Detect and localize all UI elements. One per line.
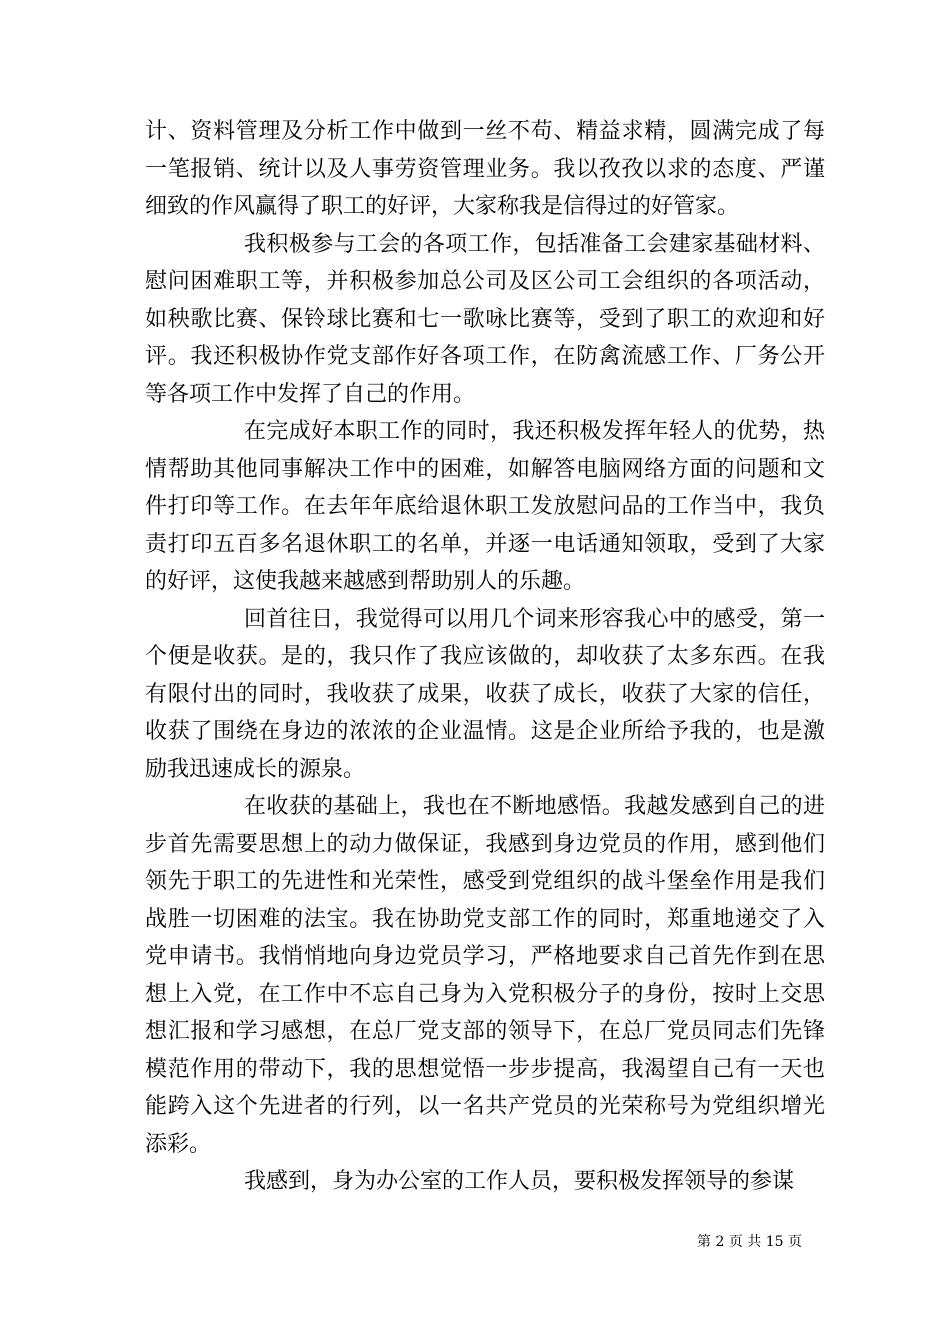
paragraph-helping-colleagues: 在完成好本职工作的同时，我还积极发挥年轻人的优势，热情帮助其他同事解决工作中的困难，如解答电脑网络方面的问题和文件打印等工作。在去年年底给退休职工发放慰问品的工作当中，我负责打印五百多名退休职工的名单，并逐一电话通知领取，受到了大家的好评，这使我越来越感到帮助别人的乐趣。 <box>145 419 825 594</box>
paragraph-union-work: 我积极参与工会的各项工作，包括准备工会建家基础材料、慰问困难职工等，并积极参加总公司及区公司工会组织的各项活动，如秧歌比赛、保铃球比赛和七一歌咏比赛等，受到了职工的欢迎和好评。我还积极协作党支部作好各项工作，在防禽流感工作、厂务公开等各项工作中发挥了自己的作用。 <box>145 231 825 407</box>
paragraph-office-role: 我感到，身为办公室的工作人员，要积极发挥领导的参谋 <box>244 1169 795 1194</box>
page-number-footer: 第 2 页 共 15 页 <box>697 1234 802 1250</box>
paragraph-reflection-harvest: 回首往日，我觉得可以用几个词来形容我心中的感受，第一个便是收获。是的，我只作了我应该做的，却收获了太多东西。在我有限付出的同时，我收获了成果，收获了成长，收获了大家的信任，收获了围绕在身边的浓浓的企业温情。这是企业所给予我的，也是激励我迅速成长的源泉。 <box>145 606 825 782</box>
document-body <box>145 113 825 1201</box>
paragraph-reflection-insight: 在收获的基础上，我也在不断地感悟。我越发感到自己的进步首先需要思想上的动力做保证，我感到身边党员的作用，感到他们领先于职工的先进性和光荣性，感受到党组织的战斗堡垒作用是我们战胜一切困难的法宝。我在协助党支部工作的同时，郑重地递交了入党申请书。我悄悄地向身边党员学习，严格地要求自己首先作到在思想上入党，在工作中不忘自己身为入党积极分子的身份，按时上交思想汇报和学习感想，在总厂党支部的领导下，在总厂党员同志们先锋模范作用的带动下，我的思想觉悟一步步提高，我渴望自己有一天也能跨入这个先进者的行列，以一名共产党员的光荣称号为党组织增光添彩。 <box>145 794 825 1157</box>
paragraph-continuation: 计、资料管理及分析工作中做到一丝不苟、精益求精，圆满完成了每一笔报销、统计以及人事劳资管理业务。我以孜孜以求的态度、严谨细致的作风赢得了职工的好评，大家称我是信得过的好管家。 <box>145 119 825 219</box>
